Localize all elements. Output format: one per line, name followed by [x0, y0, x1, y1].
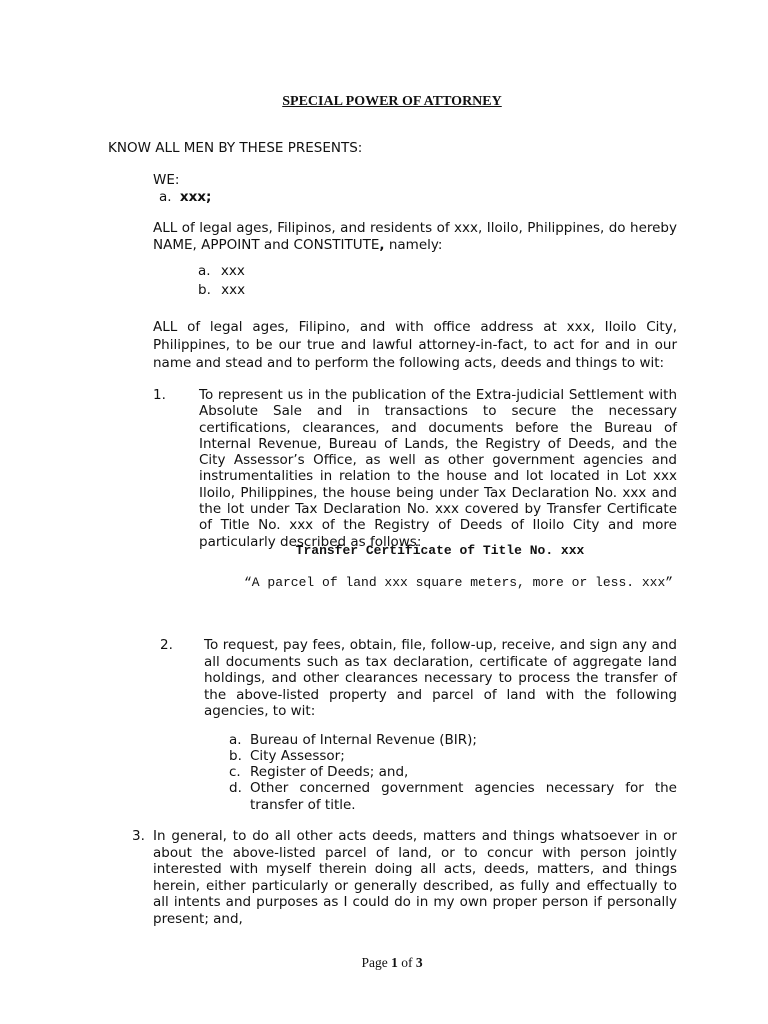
- item-3-text: In general, to do all other acts deeds, matters and things whatsoever in or about the above-listed parcel of land, or to concur with person jointly interested with myself therein doing all acts, deeds, matters, and things herein, either particularly or generally described, as fully and effectually to all intents and purposes as I could do in my own proper person if personally present; and,: [153, 828, 677, 927]
- footer-page-word: Page: [361, 955, 388, 970]
- agency-marker: a.: [229, 732, 242, 748]
- agency-text: Bureau of Internal Revenue (BIR);: [250, 732, 477, 748]
- agency-marker: b.: [229, 748, 242, 764]
- principal-item: [159, 189, 211, 206]
- paragraph-principals-line2: [153, 237, 677, 254]
- appoint-comma: ,: [379, 236, 385, 253]
- tct-description: “A parcel of land xxx square meters, more or less. xxx”: [244, 575, 674, 590]
- item-3-marker: 3.: [132, 828, 145, 844]
- attorney-marker: b.: [198, 282, 211, 298]
- namely-text: namely:: [384, 236, 443, 253]
- footer-of-word: of: [401, 955, 413, 970]
- attorney-name: xxx: [221, 282, 246, 298]
- appoint-phrase: NAME, APPOINT and CONSTITUTE: [153, 236, 380, 253]
- preamble: KNOW ALL MEN BY THESE PRESENTS:: [108, 140, 363, 156]
- attorney-item: [198, 282, 245, 299]
- attorney-name: xxx: [220, 263, 245, 279]
- attorney-marker: a.: [198, 263, 211, 279]
- paragraph-attorneys: ALL of legal ages, Filipino, and with office address at xxx, Iloilo City, Philippines, to be our true and lawful attorney-in-fact, to act for and in our name and stead and to perform the following acts, deeds and things to wit:: [153, 319, 677, 371]
- principal-name: xxx;: [179, 189, 212, 205]
- document-title: SPECIAL POWER OF ATTORNEY: [282, 94, 502, 109]
- footer-total-pages: 3: [415, 955, 423, 970]
- item-1-marker: 1.: [153, 387, 166, 403]
- item-2-text: To request, pay fees, obtain, file, follow-up, receive, and sign any and all documents such as tax declaration, certificate of aggregate land holdings, and other clearances necessary to process the transfer of the above-listed property and parcel of land with the following agencies, to wit:: [204, 637, 677, 719]
- paragraph-principals: [153, 220, 677, 253]
- item-2-marker: 2.: [160, 637, 173, 653]
- tct-heading: Transfer Certificate of Title No. xxx: [295, 543, 585, 558]
- principal-marker: a.: [159, 189, 172, 205]
- agency-text: Register of Deeds; and,: [250, 764, 409, 780]
- footer-page-number: 1: [391, 955, 398, 970]
- attorney-item: [198, 263, 245, 280]
- paragraph-principals-line1: ALL of legal ages, Filipinos, and residents of xxx, Iloilo, Philippines, do hereby: [153, 220, 677, 236]
- agency-text: Other concerned government agencies necessary for the transfer of title.: [250, 780, 677, 813]
- agency-marker: d.: [229, 780, 242, 796]
- agency-text: City Assessor;: [250, 748, 345, 764]
- we-label: WE:: [153, 172, 180, 188]
- agency-marker: c.: [229, 764, 241, 780]
- item-1-text: To represent us in the publication of the Extra-judicial Settlement with Absolute Sale and in transactions to secure the necessary certifications, clearances, and documents before the Bureau of Internal Revenue, Bureau of Lands, the Registry of Deeds, and the City Assessor’s Office, as well as other government agencies and instrumentalities in relation to the house and lot located in Lot xxx Iloilo, Philippines, the house being under Tax Declaration No. xxx and the lot under Tax Declaration No. xxx covered by Transfer Certificate of Title No. xxx of the Registry of Deeds of Iloilo City and more particularly described as follows:: [199, 387, 677, 550]
- page-footer: [0, 955, 768, 971]
